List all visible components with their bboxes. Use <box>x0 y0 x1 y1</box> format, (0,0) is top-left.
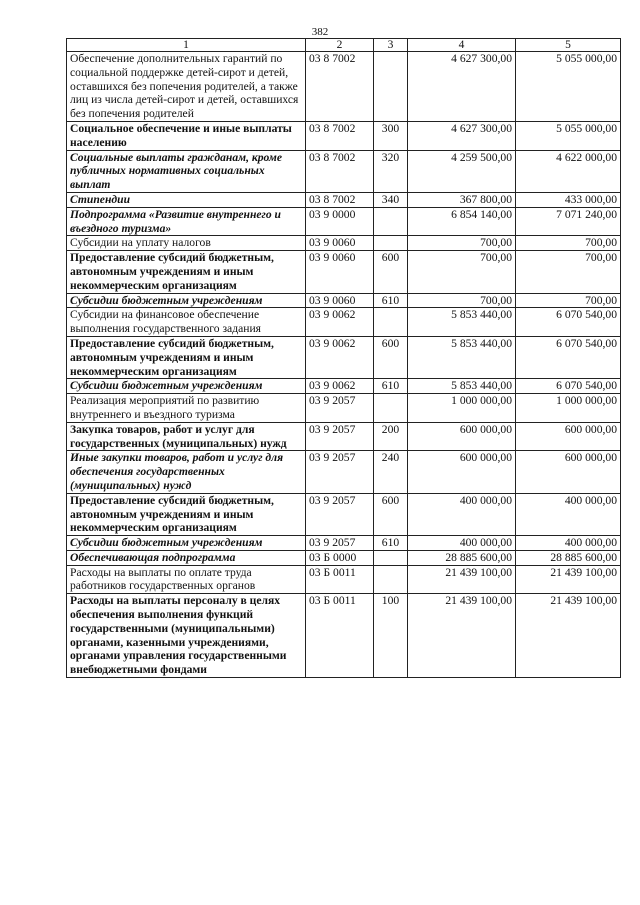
row-amount-col4: 6 854 140,00 <box>408 207 516 236</box>
row-expense-type <box>374 207 408 236</box>
row-name: Предоставление субсидий бюджетным, автономным учреждениям и иным некоммерческим организациям <box>67 493 306 535</box>
row-amount-col4: 700,00 <box>408 251 516 293</box>
row-amount-col5: 21 439 100,00 <box>516 594 621 678</box>
row-code: 03 9 2057 <box>306 536 374 551</box>
row-code: 03 9 0060 <box>306 293 374 308</box>
row-name: Закупка товаров, работ и услуг для государственных (муниципальных) нужд <box>67 422 306 451</box>
column-header: 5 <box>516 39 621 52</box>
table-row <box>67 251 621 293</box>
table-row <box>67 52 621 122</box>
row-code: 03 9 2057 <box>306 451 374 493</box>
row-expense-type: 600 <box>374 493 408 535</box>
row-code: 03 8 7002 <box>306 150 374 192</box>
row-code: 03 9 2057 <box>306 394 374 423</box>
column-header: 2 <box>306 39 374 52</box>
row-expense-type: 610 <box>374 379 408 394</box>
row-expense-type: 320 <box>374 150 408 192</box>
table-row <box>67 451 621 493</box>
table-row <box>67 150 621 192</box>
row-amount-col4: 367 800,00 <box>408 192 516 207</box>
row-amount-col5: 6 070 540,00 <box>516 379 621 394</box>
row-amount-col5: 6 070 540,00 <box>516 336 621 378</box>
row-expense-type <box>374 565 408 594</box>
row-name: Реализация мероприятий по развитию внутреннего и въездного туризма <box>67 394 306 423</box>
row-amount-col4: 600 000,00 <box>408 422 516 451</box>
row-expense-type <box>374 308 408 337</box>
row-name: Субсидии на финансовое обеспечение выполнения государственного задания <box>67 308 306 337</box>
row-amount-col4: 400 000,00 <box>408 536 516 551</box>
row-code: 03 9 0062 <box>306 336 374 378</box>
row-name: Субсидии бюджетным учреждениям <box>67 293 306 308</box>
row-code: 03 9 0060 <box>306 251 374 293</box>
column-header: 1 <box>67 39 306 52</box>
table-row <box>67 207 621 236</box>
table-header-row <box>67 39 621 52</box>
table-row <box>67 236 621 251</box>
table-row <box>67 550 621 565</box>
row-amount-col5: 21 439 100,00 <box>516 565 621 594</box>
row-amount-col5: 600 000,00 <box>516 451 621 493</box>
row-expense-type <box>374 550 408 565</box>
row-expense-type <box>374 52 408 122</box>
row-expense-type: 100 <box>374 594 408 678</box>
budget-table <box>66 38 621 678</box>
row-expense-type: 600 <box>374 336 408 378</box>
row-amount-col5: 400 000,00 <box>516 493 621 535</box>
row-code: 03 9 0062 <box>306 308 374 337</box>
row-code: 03 8 7002 <box>306 192 374 207</box>
row-code: 03 9 0060 <box>306 236 374 251</box>
row-name: Субсидии на уплату налогов <box>67 236 306 251</box>
row-amount-col5: 600 000,00 <box>516 422 621 451</box>
table-row <box>67 493 621 535</box>
row-amount-col4: 5 853 440,00 <box>408 308 516 337</box>
table-body <box>67 52 621 678</box>
row-amount-col4: 700,00 <box>408 236 516 251</box>
row-amount-col5: 700,00 <box>516 236 621 251</box>
column-header: 3 <box>374 39 408 52</box>
row-name: Расходы на выплаты по оплате труда работников государственных органов <box>67 565 306 594</box>
row-code: 03 Б 0011 <box>306 594 374 678</box>
row-name: Социальные выплаты гражданам, кроме публичных нормативных социальных выплат <box>67 150 306 192</box>
column-header: 4 <box>408 39 516 52</box>
row-amount-col5: 6 070 540,00 <box>516 308 621 337</box>
row-amount-col5: 1 000 000,00 <box>516 394 621 423</box>
row-code: 03 9 0000 <box>306 207 374 236</box>
row-expense-type: 610 <box>374 536 408 551</box>
table-row <box>67 422 621 451</box>
table-row <box>67 536 621 551</box>
row-expense-type: 600 <box>374 251 408 293</box>
row-name: Иные закупки товаров, работ и услуг для обеспечения государственных (муниципальных) нужд <box>67 451 306 493</box>
row-expense-type: 240 <box>374 451 408 493</box>
page-number: 382 <box>311 26 329 38</box>
row-expense-type: 340 <box>374 192 408 207</box>
row-amount-col4: 4 627 300,00 <box>408 121 516 150</box>
table-row <box>67 293 621 308</box>
row-name: Расходы на выплаты персоналу в целях обеспечения выполнения функций государственными (муниципальными) органами, казенными учреждениями, органами управления государственными внебюджетными фондами <box>67 594 306 678</box>
row-name: Стипендии <box>67 192 306 207</box>
table-row <box>67 379 621 394</box>
row-amount-col4: 4 627 300,00 <box>408 52 516 122</box>
row-name: Социальное обеспечение и иные выплаты населению <box>67 121 306 150</box>
row-code: 03 Б 0000 <box>306 550 374 565</box>
row-amount-col5: 4 622 000,00 <box>516 150 621 192</box>
row-name: Субсидии бюджетным учреждениям <box>67 379 306 394</box>
row-name: Субсидии бюджетным учреждениям <box>67 536 306 551</box>
table-row <box>67 394 621 423</box>
row-amount-col5: 700,00 <box>516 293 621 308</box>
row-code: 03 Б 0011 <box>306 565 374 594</box>
row-amount-col5: 7 071 240,00 <box>516 207 621 236</box>
table-row <box>67 121 621 150</box>
table-row <box>67 336 621 378</box>
row-amount-col4: 1 000 000,00 <box>408 394 516 423</box>
row-name: Подпрограмма «Развитие внутреннего и въездного туризма» <box>67 207 306 236</box>
row-amount-col4: 5 853 440,00 <box>408 379 516 394</box>
row-name: Обеспечивающая подпрограмма <box>67 550 306 565</box>
row-name: Предоставление субсидий бюджетным, автономным учреждениям и иным некоммерческим организациям <box>67 251 306 293</box>
row-expense-type: 610 <box>374 293 408 308</box>
row-amount-col5: 5 055 000,00 <box>516 121 621 150</box>
row-amount-col4: 21 439 100,00 <box>408 594 516 678</box>
row-amount-col5: 5 055 000,00 <box>516 52 621 122</box>
row-expense-type <box>374 236 408 251</box>
row-code: 03 9 0062 <box>306 379 374 394</box>
row-code: 03 8 7002 <box>306 121 374 150</box>
row-amount-col4: 400 000,00 <box>408 493 516 535</box>
row-code: 03 9 2057 <box>306 493 374 535</box>
table-row <box>67 192 621 207</box>
row-name: Обеспечение дополнительных гарантий по социальной поддержке детей-сирот и детей, оставшихся без попечения родителей, а также лиц из числа детей-сирот и детей, оставшихся без попечения родителей <box>67 52 306 122</box>
row-amount-col5: 28 885 600,00 <box>516 550 621 565</box>
row-name: Предоставление субсидий бюджетным, автономным учреждениям и иным некоммерческим организациям <box>67 336 306 378</box>
row-amount-col4: 600 000,00 <box>408 451 516 493</box>
row-amount-col4: 700,00 <box>408 293 516 308</box>
row-amount-col5: 400 000,00 <box>516 536 621 551</box>
row-code: 03 8 7002 <box>306 52 374 122</box>
row-code: 03 9 2057 <box>306 422 374 451</box>
table-row <box>67 308 621 337</box>
row-amount-col5: 700,00 <box>516 251 621 293</box>
row-amount-col5: 433 000,00 <box>516 192 621 207</box>
row-amount-col4: 4 259 500,00 <box>408 150 516 192</box>
table-row <box>67 565 621 594</box>
row-expense-type: 300 <box>374 121 408 150</box>
row-amount-col4: 5 853 440,00 <box>408 336 516 378</box>
row-expense-type: 200 <box>374 422 408 451</box>
row-amount-col4: 28 885 600,00 <box>408 550 516 565</box>
table-row <box>67 594 621 678</box>
row-expense-type <box>374 394 408 423</box>
row-amount-col4: 21 439 100,00 <box>408 565 516 594</box>
